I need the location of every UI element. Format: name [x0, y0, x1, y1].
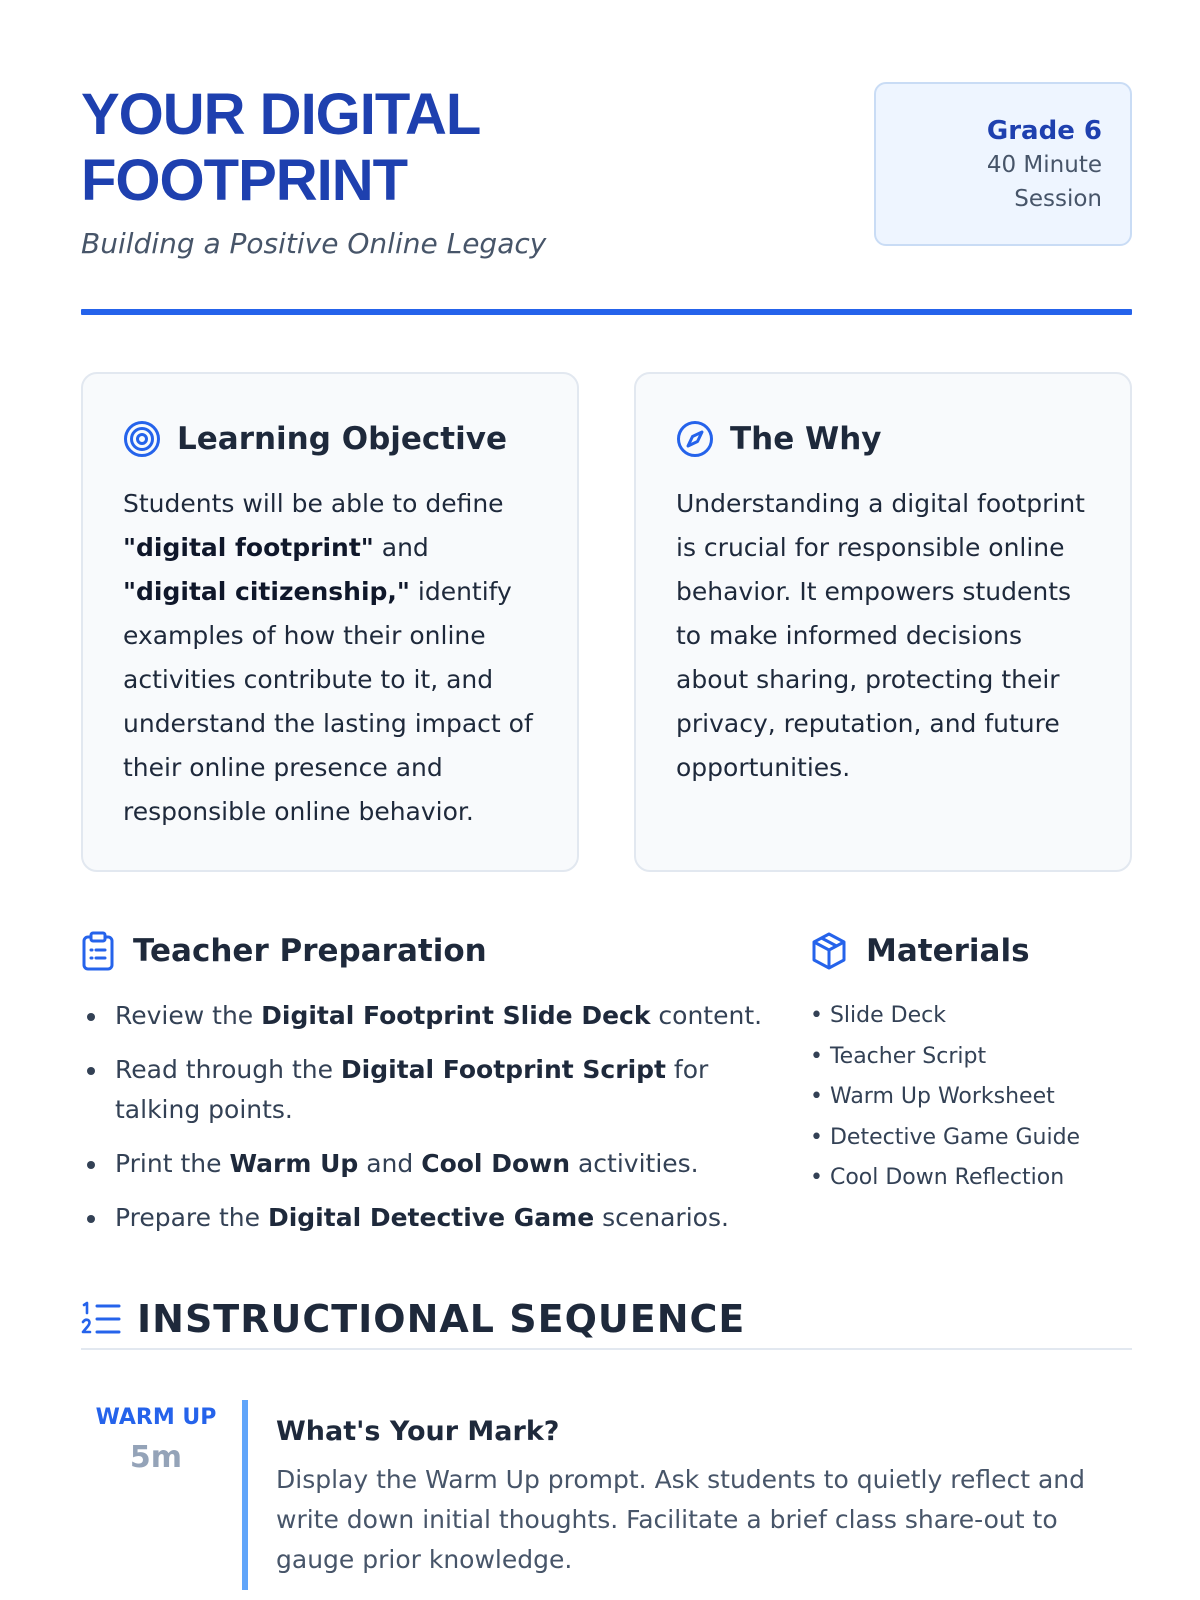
- material-item: • Slide Deck: [810, 1003, 946, 1028]
- material-item: • Teacher Script: [810, 1043, 987, 1069]
- preparation-list: [81, 996, 771, 1238]
- box-icon: [810, 931, 848, 971]
- lesson-header: [81, 82, 1132, 272]
- step-body: [276, 1412, 1132, 1580]
- step-accent-bar: [242, 1400, 248, 1590]
- clipboard-icon: [81, 931, 115, 971]
- objective-text-part: identify examples of how their online activities contribute to it, and understand the lasting impact of their online presence and responsible online behavior.: [123, 577, 533, 826]
- prep-text: content.: [650, 1001, 763, 1030]
- title-line-1: YOUR DIGITAL: [81, 82, 481, 147]
- prep-text: activities.: [570, 1149, 699, 1178]
- prep-bold: Digital Footprint Script: [340, 1055, 666, 1084]
- material-item: • Warm Up Worksheet: [810, 1084, 1055, 1109]
- sequence-header: [81, 1290, 1132, 1350]
- step-description: Display the Warm Up prompt. Ask students to quietly reflect and write down initial thoughts. Facilitate a brief class share-out to gauge prior knowledge.: [276, 1465, 1086, 1574]
- compass-icon: [676, 420, 714, 458]
- objective-text-part: Students will be able to define: [123, 489, 504, 518]
- preparation-header: [81, 928, 771, 974]
- prep-text: Print the: [115, 1149, 230, 1178]
- sequence-title: INSTRUCTIONAL SEQUENCE: [137, 1297, 746, 1341]
- prep-text: for talking points.: [115, 1055, 709, 1124]
- lesson-title: [81, 82, 781, 214]
- preparation-item: [81, 1144, 771, 1184]
- prep-text: Prepare the: [115, 1203, 268, 1232]
- sequence-step: [81, 1400, 1132, 1590]
- term-digital-citizenship: "digital citizenship,": [123, 577, 410, 606]
- why-card-header: [676, 416, 1090, 462]
- objective-text-part: and: [373, 533, 429, 562]
- prep-text: Review the: [115, 1001, 262, 1030]
- step-title: What's Your Mark?: [276, 1416, 560, 1447]
- duration-line-2: Session: [1014, 186, 1102, 212]
- materials-header: [810, 928, 1132, 974]
- teacher-preparation-section: [81, 928, 771, 1252]
- title-line-2: FOOTPRINT: [81, 148, 408, 213]
- prep-bold: Cool Down: [421, 1149, 571, 1178]
- material-item: • Detective Game Guide: [810, 1124, 1081, 1150]
- preparation-item: [81, 996, 771, 1036]
- why-text: Understanding a digital footprint is crucial for responsible online behavior. It empowers students to make informed decisions about sharing, protecting their privacy, reputation, and future opportunities.: [676, 489, 1085, 782]
- term-digital-footprint: "digital footprint": [123, 533, 374, 562]
- objective-text: [123, 482, 537, 834]
- objective-title: Learning Objective: [177, 421, 507, 457]
- preparation-item: [81, 1198, 771, 1238]
- materials-title: Materials: [866, 933, 1030, 969]
- materials-list: [810, 996, 1132, 1199]
- header-divider: [81, 309, 1132, 315]
- step-phase: WARM UP: [95, 1405, 217, 1430]
- prep-bold: Digital Detective Game: [267, 1203, 595, 1232]
- prep-bold: Warm Up: [229, 1149, 359, 1178]
- step-label: [81, 1400, 231, 1480]
- objective-card: [81, 372, 579, 872]
- preparation-title: Teacher Preparation: [133, 933, 487, 969]
- step-duration: 5m: [129, 1440, 183, 1475]
- lesson-subtitle: Building a Positive Online Legacy: [81, 227, 547, 260]
- prep-text: Read through the: [115, 1055, 341, 1084]
- objective-card-header: [123, 416, 537, 462]
- duration-line-1: 40 Minute: [986, 152, 1102, 178]
- material-item: • Cool Down Reflection: [810, 1165, 1065, 1190]
- grade-info-box: [874, 82, 1132, 246]
- grade-label: Grade 6: [986, 116, 1102, 146]
- prep-bold: Digital Footprint Slide Deck: [261, 1001, 651, 1030]
- materials-section: [810, 928, 1132, 1199]
- why-card: [634, 372, 1132, 872]
- prep-text: scenarios.: [594, 1203, 729, 1232]
- prep-text: and: [358, 1149, 422, 1178]
- why-title: The Why: [730, 421, 882, 457]
- numbered-list-icon: [81, 1300, 121, 1338]
- preparation-item: [81, 1050, 771, 1130]
- target-icon: [123, 420, 161, 458]
